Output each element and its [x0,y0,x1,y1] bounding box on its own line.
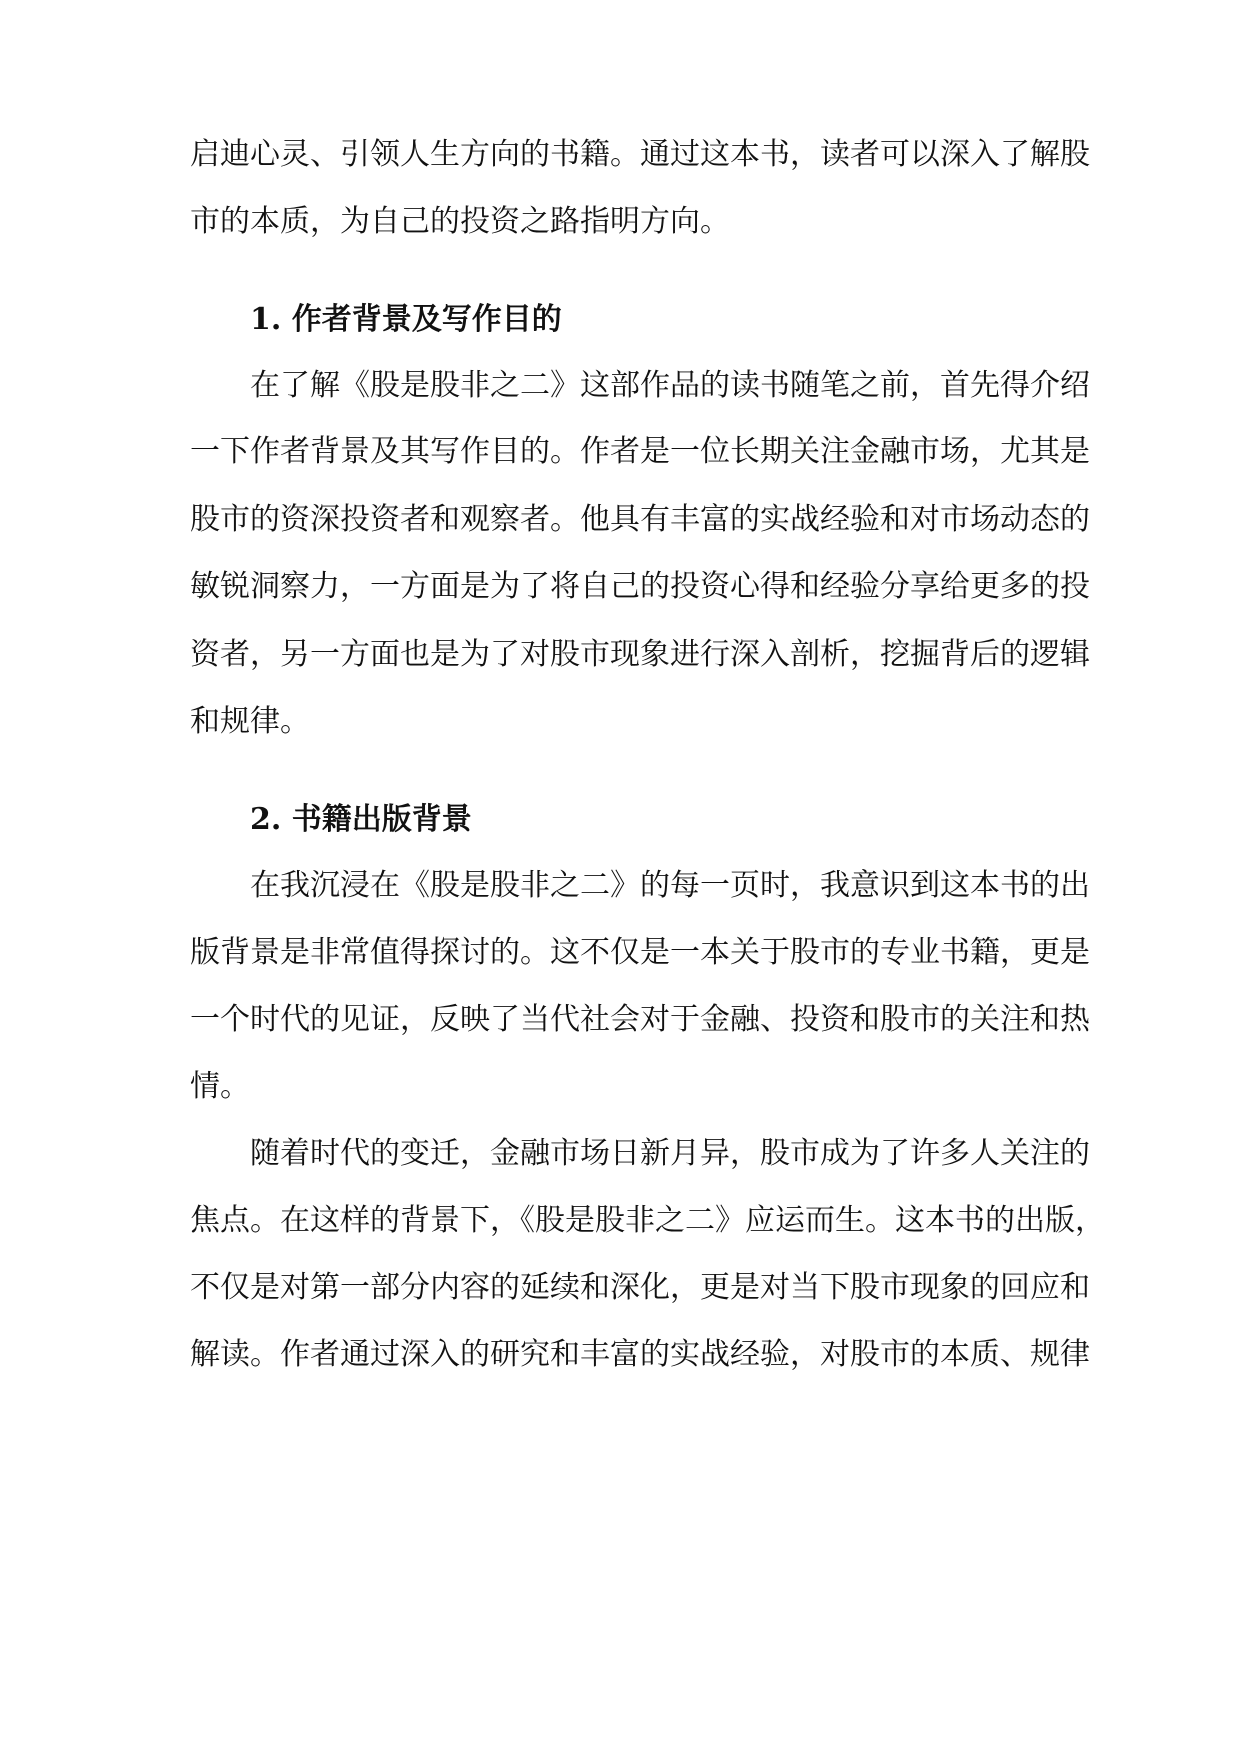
section-2-para-1-line-1: 在我沉浸在《股是股非之二》的每一页时，我意识到这本书的出 [250,868,1090,903]
section-1-line-2: 一下作者背景及其写作目的。作者是一位长期关注金融市场，尤其是 [190,434,1090,469]
section-1-line-4: 敏锐洞察力，一方面是为了将自己的投资心得和经验分享给更多的投 [190,569,1090,604]
section-2-para-2-line-4: 解读。作者通过深入的研究和丰富的实战经验，对股市的本质、规律 [190,1337,1090,1372]
section-2-heading: 2. 书籍出版背景 [250,802,472,837]
section-1-line-5: 资者，另一方面也是为了对股市现象进行深入剖析，挖掘背后的逻辑 [190,637,1090,672]
section-2-para-1-line-3: 一个时代的见证，反映了当代社会对于金融、投资和股市的关注和热 [190,1002,1090,1037]
section-2-para-2-line-3: 不仅是对第一部分内容的延续和深化，更是对当下股市现象的回应和 [190,1270,1090,1305]
intro-line-2: 市的本质，为自己的投资之路指明方向。 [190,204,730,239]
section-1-heading: 1. 作者背景及写作目的 [250,302,562,337]
section-2-para-1-line-2: 版背景是非常值得探讨的。这不仅是一本关于股市的专业书籍，更是 [190,935,1090,970]
section-2-para-2-line-1: 随着时代的变迁，金融市场日新月异，股市成为了许多人关注的 [250,1136,1090,1171]
section-1-line-6: 和规律。 [190,704,310,739]
section-1-line-1: 在了解《股是股非之二》这部作品的读书随笔之前，首先得介绍 [250,368,1090,403]
section-1-line-3: 股市的资深投资者和观察者。他具有丰富的实战经验和对市场动态的 [190,502,1090,537]
section-2-para-2-line-2: 焦点。在这样的背景下，《股是股非之二》应运而生。这本书的出版， [190,1203,1105,1238]
intro-line-1: 启迪心灵、引领人生方向的书籍。通过这本书，读者可以深入了解股 [190,137,1090,172]
section-2-para-1-line-4: 情。 [190,1069,250,1104]
